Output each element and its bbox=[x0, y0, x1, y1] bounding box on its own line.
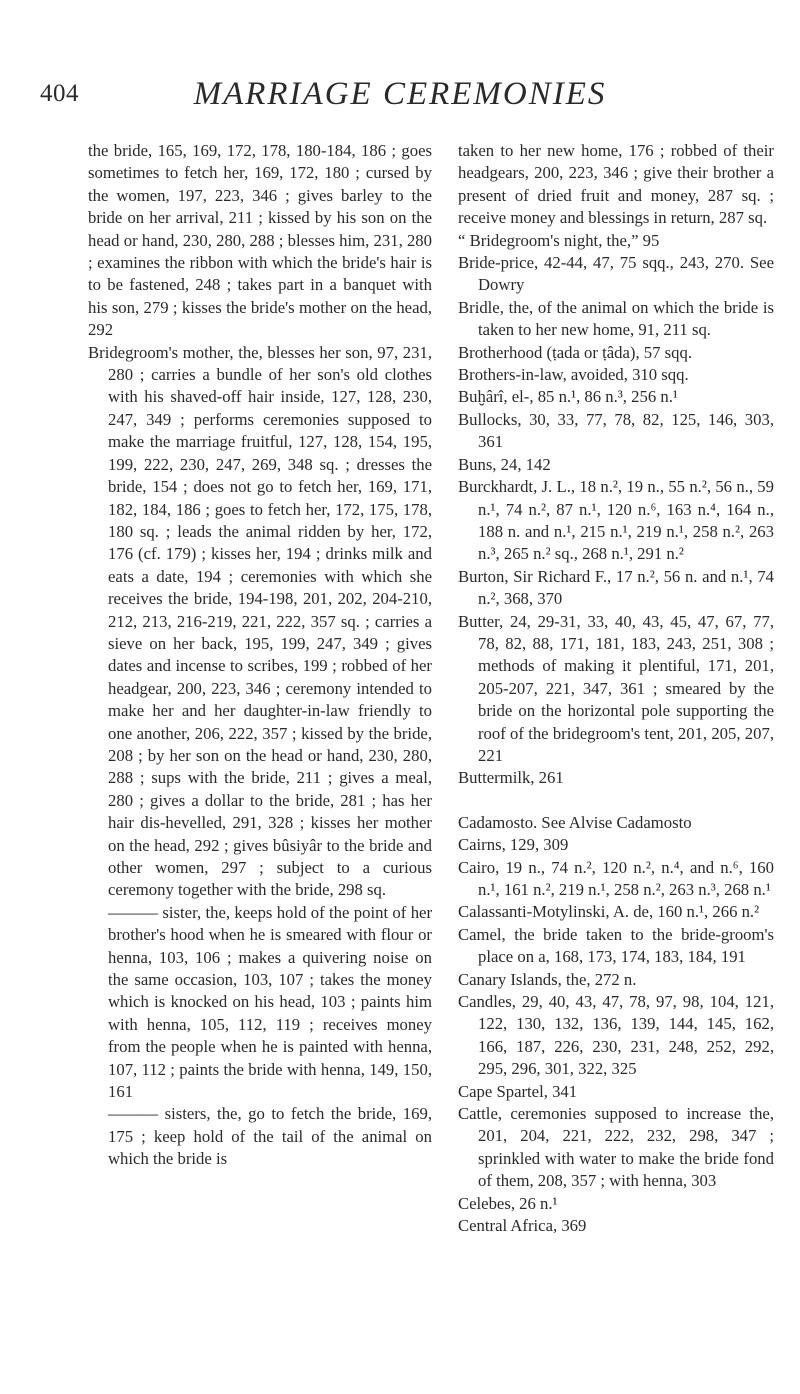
page-header bbox=[40, 72, 760, 122]
index-subentry: ——— sister, the, keeps hold of the point of her brother's hood when he is smeared with flour or henna, 103, 106 ; makes a quivering noise on the same occasion, 103, 107 ; takes the money which is knocked on his head, 103 ; paints him with henna, 105, 112, 119 ; receives money from the people when he is painted with henna, 107, 112 ; paints the bride with henna, 149, 150, 161 bbox=[108, 902, 432, 1102]
index-entry: Cairns, 129, 309 bbox=[458, 835, 569, 855]
index-entry: Bridegroom's mother, the, blesses her son, 97, 231, 280 ; carries a bundle of her son's old clothes with his shaved-off hair inside, 127, 128, 230, 247, 349 ; performs ceremonies supposed to make the marriage fruitful, 127, 128, 154, 195, 199, 222, 230, 247, 269, 348 sq. ; dresses the bride, 154 ; does not go to fetch her, 169, 171, 182, 184, 186 ; goes to fetch her, 172, 175, 178, 180 sq. ; leads the animal ridden by her, 172, 176 (cf. 179) ; kisses her, 194 ; drinks milk and eats a date, 194 ; ceremonies with which she receives the bride, 194-198, 201, 202, 204-210, 212, 213, 216-219, 221, 222, 357 sq. ; carries a sieve on her back, 195, 199, 247, 349 ; gives dates and incense to scribes, 199 ; robbed of her headgear, 200, 223, 346 ; ceremony intended to make her and her daughter-in-law friendly to one another, 206, 222, 357 ; kissed by the bride, 208 ; by her son on the head or hand, 230, 280, 288 ; sups with the bride, 211 ; gives a meal, 280 ; gives a dollar to the bride, 281 ; has her hair dis-hevelled, 291, 328 ; kisses her mother on the head, 292 ; gives bûsiyâr to the bride and other women, 297 ; subject to a curious ceremony together with the bride, 298 sq. bbox=[88, 342, 432, 900]
index-column-right bbox=[458, 140, 774, 1238]
index-subentry: ——— sisters, the, go to fetch the bride, 169, 175 ; keep hold of the tail of the animal on which the bride is bbox=[108, 1104, 432, 1169]
index-entry: Cadamosto. See Alvise Cadamosto bbox=[458, 812, 692, 832]
index-entry: “ Bridegroom's night, the,” 95 bbox=[458, 230, 660, 250]
index-entry: Cairo, 19 n., 74 n.², 120 n.², n.⁴, and n.⁶, 160 n.¹, 161 n.², 219 n.¹, 258 n.², 263 n.³, 268 n.¹ bbox=[458, 857, 774, 899]
index-entry: Buns, 24, 142 bbox=[458, 454, 551, 474]
running-title: MARRIAGE CEREMONIES bbox=[193, 76, 607, 112]
index-entry: Brotherhood (ṭada or ṭâda), 57 sqq. bbox=[458, 342, 693, 362]
index-entry: Buttermilk, 261 bbox=[458, 768, 564, 788]
index-entry: Camel, the bride taken to the bride-groom's place on a, 168, 173, 174, 183, 184, 191 bbox=[458, 924, 774, 967]
index-entry-continuation: taken to her new home, 176 ; robbed of their headgears, 200, 223, 346 ; give their brother a present of dried fruit and money, 287 sq. ; receive money and blessings in return, 287 sq. bbox=[458, 141, 774, 228]
page-number: 404 bbox=[40, 80, 79, 107]
index-entry: Burckhardt, J. L., 18 n.², 19 n., 55 n.², 56 n., 59 n.¹, 74 n.², 87 n.¹, 120 n.⁶, 163 n.⁴, 164 n., 188 n. and n.¹, 215 n.¹, 219 n.¹, 258 n.², 263 n.³, 265 n.² sq., 268 n.¹, 291 n.² bbox=[458, 477, 774, 564]
index-entry: Candles, 29, 40, 43, 47, 78, 97, 98, 104, 121, 122, 130, 132, 136, 139, 144, 145, 162, 166, 187, 226, 230, 231, 248, 252, 292, 295, 296, 301, 322, 325 bbox=[458, 992, 774, 1079]
index-entry: Bride-price, 42-44, 47, 75 sqq., 243, 270. See Dowry bbox=[458, 253, 774, 295]
index-entry: Central Africa, 369 bbox=[458, 1216, 587, 1236]
index-entry: Canary Islands, the, 272 n. bbox=[458, 969, 637, 989]
index-entry: Cattle, ceremonies supposed to increase the, 201, 204, 221, 222, 232, 298, 347 ; sprinkled with water to make the bride fond of them, 208, 357 ; with henna, 303 bbox=[458, 1104, 774, 1191]
index-entry: Celebes, 26 n.¹ bbox=[458, 1193, 558, 1213]
index-entry: Burton, Sir Richard F., 17 n.², 56 n. and n.¹, 74 n.², 368, 370 bbox=[458, 566, 774, 609]
index-entry-continuation: the bride, 165, 169, 172, 178, 180-184, 186 ; goes sometimes to fetch her, 169, 172, 180 ; cursed by the women, 197, 223, 346 ; gives barley to the bride on her arrival, 211 ; kissed by his son on the head or hand, 230, 280, 288 ; blesses him, 231, 280 ; examines the ribbon with which the bride's hair is to be fastened, 248 ; takes part in a banquet with his son, 279 ; kisses the bride's mother on the head, 292 bbox=[88, 141, 432, 340]
index-entry: Bullocks, 30, 33, 77, 78, 82, 125, 146, 303, 361 bbox=[458, 409, 774, 452]
index-entry: Calassanti-Motylinski, A. de, 160 n.¹, 266 n.² bbox=[458, 902, 760, 922]
index-entry: Buḫârî, el-, 85 n.¹, 86 n.³, 256 n.¹ bbox=[458, 387, 678, 407]
index-column-left bbox=[88, 140, 432, 1171]
index-entry: Brothers-in-law, avoided, 310 sqq. bbox=[458, 365, 689, 385]
letter-section-gap bbox=[458, 790, 774, 812]
index-entry: Bridle, the, of the animal on which the bride is taken to her new home, 91, 211 sq. bbox=[458, 297, 774, 340]
index-entry: Butter, 24, 29-31, 33, 40, 43, 45, 47, 67, 77, 78, 82, 88, 171, 181, 183, 243, 251, 308 ; methods of making it plentiful, 171, 201, 205-207, 221, 347, 361 ; smeared by the bride on the horizontal pole supporting the roof of the bridegroom's tent, 201, 205, 207, 221 bbox=[458, 611, 774, 765]
index-entry: Cape Spartel, 341 bbox=[458, 1081, 578, 1101]
